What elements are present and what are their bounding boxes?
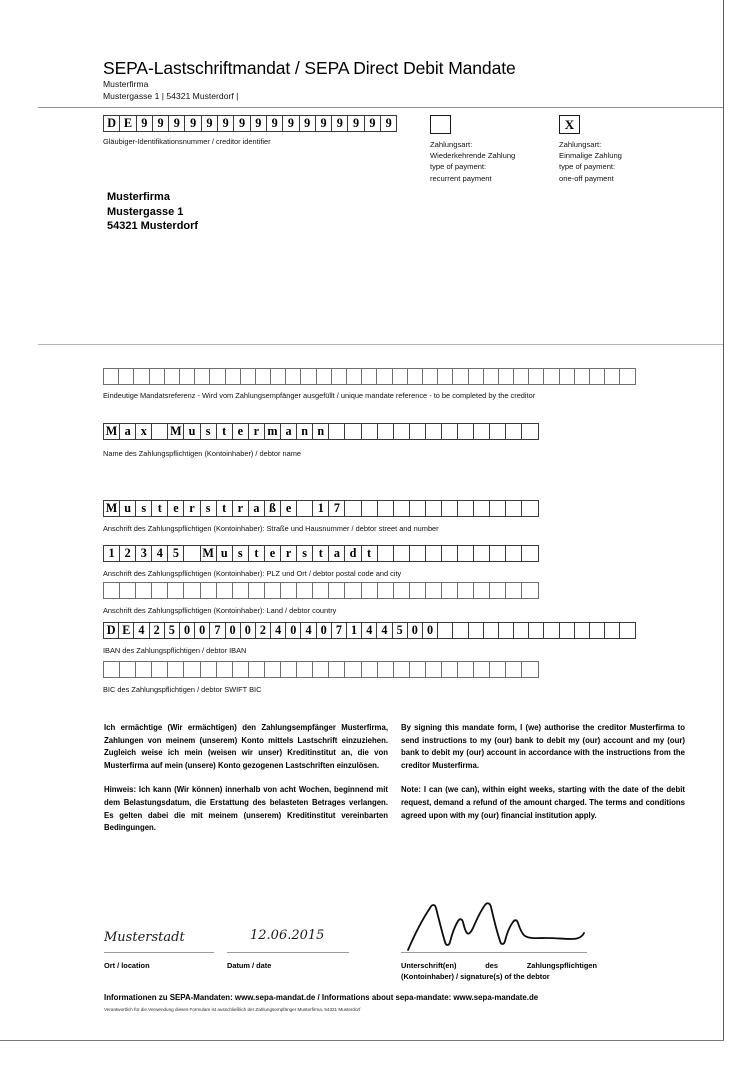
character-cell[interactable]: 9 bbox=[331, 115, 348, 132]
character-cell[interactable]: u bbox=[216, 545, 233, 562]
location-value: Musterstadt bbox=[104, 930, 185, 945]
character-cell[interactable] bbox=[457, 423, 474, 440]
character-cell[interactable]: a bbox=[119, 423, 136, 440]
character-cell[interactable]: 9 bbox=[299, 115, 316, 132]
footer-disclaimer: Verantwortlich für die Verwendung dieses Formulars ist ausschließlich der Zahlungsempfänger Musterfirma, 54321 Musterdorf bbox=[104, 1007, 361, 1012]
character-cell[interactable] bbox=[619, 368, 635, 385]
character-cell[interactable]: 9 bbox=[250, 115, 267, 132]
character-cell[interactable] bbox=[344, 582, 361, 599]
character-cell[interactable] bbox=[489, 582, 506, 599]
character-cell[interactable] bbox=[328, 582, 345, 599]
character-cell[interactable] bbox=[377, 500, 394, 517]
checkbox-recurrent-payment[interactable] bbox=[430, 115, 451, 134]
character-cell[interactable]: 0 bbox=[422, 622, 438, 639]
character-cell[interactable]: 4 bbox=[376, 622, 392, 639]
character-cell[interactable]: u bbox=[183, 423, 200, 440]
character-cell[interactable]: 9 bbox=[364, 115, 381, 132]
character-cell[interactable]: s bbox=[200, 500, 217, 517]
character-cell[interactable] bbox=[473, 500, 490, 517]
recurrent-label-de-2: Wiederkehrende Zahlung bbox=[430, 151, 516, 161]
character-cell[interactable] bbox=[457, 545, 474, 562]
page-border-right bbox=[723, 0, 724, 1040]
character-cell[interactable]: 7 bbox=[331, 622, 347, 639]
recurrent-label-en-2: recurrent payment bbox=[430, 173, 492, 183]
character-cell[interactable] bbox=[393, 500, 410, 517]
location-line bbox=[104, 952, 214, 953]
header-creditor-name: Musterfirma bbox=[103, 79, 149, 89]
character-cell[interactable] bbox=[393, 423, 410, 440]
character-cell[interactable] bbox=[441, 423, 458, 440]
character-cell[interactable] bbox=[216, 661, 233, 678]
character-cell[interactable] bbox=[437, 368, 453, 385]
character-cell[interactable]: 9 bbox=[347, 115, 364, 132]
character-cell[interactable] bbox=[119, 582, 136, 599]
character-cell[interactable] bbox=[331, 368, 347, 385]
character-cell[interactable] bbox=[589, 368, 605, 385]
character-cell[interactable] bbox=[505, 423, 522, 440]
debtor-name-field[interactable] bbox=[103, 423, 538, 440]
character-cell[interactable] bbox=[468, 622, 484, 639]
debtor-name-label: Name des Zahlungspflichtigen (Kontoinhaber) / debtor name bbox=[103, 449, 302, 458]
character-cell[interactable] bbox=[316, 368, 332, 385]
character-cell[interactable] bbox=[437, 622, 453, 639]
character-cell[interactable] bbox=[346, 368, 362, 385]
character-cell[interactable] bbox=[559, 368, 575, 385]
page-title: SEPA-Lastschriftmandat / SEPA Direct Debit Mandate bbox=[103, 58, 516, 78]
character-cell[interactable] bbox=[361, 368, 377, 385]
oneoff-label-en-2: one-off payment bbox=[559, 173, 614, 183]
character-cell[interactable] bbox=[164, 368, 180, 385]
character-cell[interactable]: 4 bbox=[270, 622, 286, 639]
character-cell[interactable] bbox=[376, 368, 392, 385]
payment-type-recurrent-labels bbox=[430, 139, 515, 184]
character-cell[interactable]: 0 bbox=[194, 622, 210, 639]
character-cell[interactable]: 9 bbox=[152, 115, 169, 132]
character-cell[interactable] bbox=[248, 582, 265, 599]
recurrent-label-en-1: type of payment: bbox=[430, 162, 487, 172]
character-cell[interactable] bbox=[574, 368, 590, 385]
character-cell[interactable]: u bbox=[119, 500, 136, 517]
character-cell[interactable]: 0 bbox=[407, 622, 423, 639]
character-cell[interactable] bbox=[200, 661, 217, 678]
character-cell[interactable] bbox=[183, 545, 200, 562]
character-cell[interactable] bbox=[135, 661, 152, 678]
character-cell[interactable] bbox=[312, 661, 329, 678]
character-cell[interactable]: s bbox=[232, 545, 249, 562]
oneoff-label-de-2: Einmalige Zahlung bbox=[559, 151, 622, 161]
character-cell[interactable] bbox=[468, 368, 484, 385]
character-cell[interactable] bbox=[473, 545, 490, 562]
character-cell[interactable] bbox=[513, 368, 529, 385]
character-cell[interactable]: E bbox=[118, 622, 134, 639]
character-cell[interactable] bbox=[521, 500, 538, 517]
character-cell[interactable] bbox=[344, 500, 361, 517]
character-cell[interactable] bbox=[528, 368, 544, 385]
character-cell[interactable] bbox=[441, 661, 458, 678]
character-cell[interactable] bbox=[521, 661, 538, 678]
character-cell[interactable] bbox=[183, 661, 200, 678]
character-cell[interactable]: s bbox=[296, 545, 313, 562]
location-label: Ort / location bbox=[104, 961, 150, 970]
character-cell[interactable]: t bbox=[248, 545, 265, 562]
character-cell[interactable] bbox=[513, 622, 529, 639]
character-cell[interactable]: 9 bbox=[201, 115, 218, 132]
character-cell[interactable]: a bbox=[248, 500, 265, 517]
character-cell[interactable]: M bbox=[200, 545, 217, 562]
character-cell[interactable]: D bbox=[103, 622, 119, 639]
legal-de-paragraph-2: Hinweis: Ich kann (Wir können) innerhalb von acht Wochen, beginnend mit dem Belastungsdatum, die Erstattung des belasteten Betrages verlangen. Es gelten dabei die mit meinem (unserem) Kreditinstitut vereinbarten Bedingungen. bbox=[104, 785, 388, 833]
character-cell[interactable] bbox=[280, 582, 297, 599]
character-cell[interactable] bbox=[280, 661, 297, 678]
character-cell[interactable]: 9 bbox=[380, 115, 397, 132]
header-creditor-address: Mustergasse 1 | 54321 Musterdorf | bbox=[103, 90, 239, 101]
character-cell[interactable] bbox=[377, 582, 394, 599]
character-cell[interactable]: 4 bbox=[133, 622, 149, 639]
character-cell[interactable] bbox=[240, 368, 256, 385]
legal-en-paragraph-1: By signing this mandate form, I (we) authorise the creditor Musterfirma to send instructions to my (our) bank to debit my (our) account and my (our) bank to debit my (our) account in accordance with the instructions from the creditor Musterfirma. bbox=[401, 723, 685, 770]
character-cell[interactable] bbox=[543, 368, 559, 385]
character-cell[interactable]: d bbox=[344, 545, 361, 562]
character-cell[interactable] bbox=[377, 545, 394, 562]
character-cell[interactable] bbox=[179, 368, 195, 385]
character-cell[interactable] bbox=[559, 622, 575, 639]
creditor-address-line1: Musterfirma bbox=[107, 191, 170, 203]
creditor-identifier-label: Gläubiger-Identifikationsnummer / creditor identifier bbox=[103, 137, 271, 146]
payment-type-recurrent[interactable] bbox=[430, 115, 515, 184]
character-cell[interactable]: ß bbox=[264, 500, 281, 517]
character-cell[interactable]: m bbox=[264, 423, 281, 440]
character-cell[interactable] bbox=[361, 500, 378, 517]
character-cell[interactable] bbox=[604, 622, 620, 639]
character-cell[interactable]: 4 bbox=[300, 622, 316, 639]
character-cell[interactable] bbox=[441, 582, 458, 599]
creditor-address-line3: 54321 Musterdorf bbox=[107, 220, 199, 233]
character-cell[interactable]: M bbox=[167, 423, 184, 440]
character-cell[interactable] bbox=[270, 368, 286, 385]
character-cell[interactable]: r bbox=[183, 500, 200, 517]
character-cell[interactable]: 5 bbox=[164, 622, 180, 639]
character-cell[interactable] bbox=[328, 423, 345, 440]
character-cell[interactable] bbox=[133, 368, 149, 385]
character-cell[interactable] bbox=[409, 582, 426, 599]
character-cell[interactable] bbox=[344, 661, 361, 678]
character-cell[interactable]: 0 bbox=[240, 622, 256, 639]
creditor-identifier-field[interactable] bbox=[103, 115, 396, 132]
character-cell[interactable]: 9 bbox=[217, 115, 234, 132]
character-cell[interactable]: 2 bbox=[255, 622, 271, 639]
character-cell[interactable] bbox=[489, 500, 506, 517]
debtor-city-label: Anschrift des Zahlungspflichtigen (Kontoinhaber): PLZ und Ort / debtor postal code and city bbox=[103, 569, 402, 578]
character-cell[interactable]: n bbox=[296, 423, 313, 440]
checkbox-oneoff-payment[interactable]: X bbox=[559, 115, 580, 134]
character-cell[interactable] bbox=[149, 368, 165, 385]
debtor-street-field[interactable] bbox=[103, 500, 538, 517]
character-cell[interactable] bbox=[296, 500, 313, 517]
character-cell[interactable] bbox=[425, 545, 442, 562]
debtor-iban-label: IBAN des Zahlungspflichtigen / debtor IBAN bbox=[103, 646, 247, 655]
character-cell[interactable] bbox=[604, 368, 620, 385]
character-cell[interactable] bbox=[521, 545, 538, 562]
character-cell[interactable] bbox=[407, 368, 423, 385]
character-cell[interactable] bbox=[167, 661, 184, 678]
recurrent-label-de-1: Zahlungsart: bbox=[430, 140, 473, 149]
character-cell[interactable] bbox=[589, 622, 605, 639]
character-cell[interactable]: M bbox=[103, 500, 120, 517]
character-cell[interactable] bbox=[296, 661, 313, 678]
character-cell[interactable] bbox=[151, 423, 168, 440]
character-cell[interactable] bbox=[521, 423, 538, 440]
character-cell[interactable] bbox=[232, 582, 249, 599]
character-cell[interactable]: e bbox=[264, 545, 281, 562]
character-cell[interactable] bbox=[377, 661, 394, 678]
mandate-reference-label: Eindeutige Mandatsreferenz - Wird vom Zahlungsempfänger ausgefüllt / unique mandate reference - to be completed by the creditor bbox=[103, 391, 536, 400]
character-cell[interactable] bbox=[505, 661, 522, 678]
footer-info-links[interactable]: Informationen zu SEPA-Mandaten: www.sepa-mandat.de / Informations about sepa-mandate: www.sepa-mandate.de bbox=[104, 993, 539, 1002]
section-divider bbox=[38, 344, 723, 345]
debtor-bic-label: BIC des Zahlungspflichtigen / debtor SWIFT BIC bbox=[103, 685, 262, 694]
character-cell[interactable]: 7 bbox=[328, 500, 345, 517]
character-cell[interactable]: 9 bbox=[266, 115, 283, 132]
character-cell[interactable]: M bbox=[103, 423, 120, 440]
legal-de-paragraph-1: Ich ermächtige (Wir ermächtigen) den Zahlungsempfänger Musterfirma, Zahlungen von meinem (unserem) Konto mittels Lastschrift einzuziehen. Zugleich weise ich mein (weisen wir unser) Kreditinstitut an, die von Musterfirma auf mein (unsere) Konto gezogenen Lastschriften einzulösen. bbox=[104, 723, 388, 770]
character-cell[interactable] bbox=[264, 661, 281, 678]
character-cell[interactable] bbox=[264, 582, 281, 599]
character-cell[interactable] bbox=[483, 622, 499, 639]
character-cell[interactable] bbox=[483, 368, 499, 385]
character-cell[interactable] bbox=[521, 582, 538, 599]
character-cell[interactable] bbox=[255, 368, 271, 385]
character-cell[interactable] bbox=[361, 661, 378, 678]
character-cell[interactable] bbox=[151, 582, 168, 599]
oneoff-label-en-1: type of payment: bbox=[559, 162, 616, 172]
character-cell[interactable] bbox=[409, 661, 426, 678]
character-cell[interactable]: t bbox=[312, 545, 329, 562]
character-cell[interactable] bbox=[425, 423, 442, 440]
character-cell[interactable]: 3 bbox=[135, 545, 152, 562]
character-cell[interactable] bbox=[183, 582, 200, 599]
character-cell[interactable] bbox=[457, 661, 474, 678]
character-cell[interactable]: r bbox=[232, 500, 249, 517]
header-divider bbox=[38, 107, 723, 108]
character-cell[interactable] bbox=[151, 661, 168, 678]
character-cell[interactable]: t bbox=[216, 423, 233, 440]
character-cell[interactable]: a bbox=[280, 423, 297, 440]
character-cell[interactable] bbox=[441, 545, 458, 562]
character-cell[interactable]: 5 bbox=[167, 545, 184, 562]
character-cell[interactable] bbox=[505, 545, 522, 562]
character-cell[interactable] bbox=[103, 368, 119, 385]
character-cell[interactable] bbox=[232, 661, 249, 678]
character-cell[interactable] bbox=[498, 622, 514, 639]
character-cell[interactable]: a bbox=[328, 545, 345, 562]
character-cell[interactable] bbox=[505, 582, 522, 599]
character-cell[interactable] bbox=[543, 622, 559, 639]
character-cell[interactable] bbox=[361, 582, 378, 599]
character-cell[interactable]: s bbox=[135, 500, 152, 517]
character-cell[interactable]: 9 bbox=[136, 115, 153, 132]
character-cell[interactable]: 9 bbox=[168, 115, 185, 132]
legal-en-paragraph-2: Note: I can (we can), within eight weeks, starting with the date of the debit request, demand a refund of the amount charged. The terms and conditions agreed upon with my (our) financial institution apply. bbox=[401, 785, 685, 820]
character-cell[interactable]: 0 bbox=[225, 622, 241, 639]
character-cell[interactable] bbox=[103, 661, 120, 678]
character-cell[interactable]: r bbox=[280, 545, 297, 562]
payment-type-oneoff-labels bbox=[559, 139, 622, 184]
debtor-country-label: Anschrift des Zahlungspflichtigen (Kontoinhaber): Land / debtor country bbox=[103, 606, 337, 615]
character-cell[interactable] bbox=[300, 368, 316, 385]
character-cell[interactable]: 4 bbox=[361, 622, 377, 639]
signature-line bbox=[401, 952, 587, 953]
character-cell[interactable]: 1 bbox=[346, 622, 362, 639]
character-cell[interactable] bbox=[498, 368, 514, 385]
character-cell[interactable] bbox=[296, 582, 313, 599]
character-cell[interactable]: t bbox=[216, 500, 233, 517]
character-cell[interactable] bbox=[312, 582, 329, 599]
payment-type-oneoff[interactable] bbox=[559, 115, 622, 184]
character-cell[interactable]: e bbox=[280, 500, 297, 517]
character-cell[interactable]: r bbox=[248, 423, 265, 440]
document-header bbox=[103, 57, 703, 102]
character-cell[interactable] bbox=[425, 661, 442, 678]
character-cell[interactable] bbox=[248, 661, 265, 678]
character-cell[interactable] bbox=[225, 368, 241, 385]
character-cell[interactable]: 4 bbox=[151, 545, 168, 562]
creditor-address-line2: Mustergasse 1 bbox=[107, 205, 184, 218]
character-cell[interactable] bbox=[216, 582, 233, 599]
character-cell[interactable] bbox=[489, 423, 506, 440]
date-line bbox=[227, 952, 349, 953]
character-cell[interactable] bbox=[200, 582, 217, 599]
character-cell[interactable] bbox=[409, 423, 426, 440]
character-cell[interactable]: n bbox=[312, 423, 329, 440]
character-cell[interactable] bbox=[285, 368, 301, 385]
character-cell[interactable] bbox=[489, 545, 506, 562]
character-cell[interactable]: e bbox=[167, 500, 184, 517]
signature-label: Unterschrift(en) des Zahlungspflichtigen (Kontoinhaber) / signature(s) of the debtor bbox=[401, 961, 597, 981]
character-cell[interactable] bbox=[528, 622, 544, 639]
character-cell[interactable]: 1 bbox=[103, 545, 120, 562]
legal-text-english bbox=[401, 722, 685, 822]
character-cell[interactable] bbox=[473, 423, 490, 440]
date-value: 12.06.2015 bbox=[250, 928, 325, 943]
character-cell[interactable] bbox=[377, 423, 394, 440]
character-cell[interactable]: e bbox=[232, 423, 249, 440]
character-cell[interactable] bbox=[452, 368, 468, 385]
debtor-country-field[interactable] bbox=[103, 582, 538, 599]
legal-text-german bbox=[104, 722, 388, 835]
character-cell[interactable]: D bbox=[103, 115, 120, 132]
character-cell[interactable]: E bbox=[119, 115, 136, 132]
character-cell[interactable]: 9 bbox=[282, 115, 299, 132]
mandate-reference-field[interactable] bbox=[103, 368, 635, 385]
character-cell[interactable]: s bbox=[200, 423, 217, 440]
character-cell[interactable]: x bbox=[135, 423, 152, 440]
character-cell[interactable] bbox=[489, 661, 506, 678]
character-cell[interactable] bbox=[409, 545, 426, 562]
page-border-bottom bbox=[0, 1040, 724, 1041]
character-cell[interactable] bbox=[119, 661, 136, 678]
character-cell[interactable]: 9 bbox=[315, 115, 332, 132]
character-cell[interactable] bbox=[473, 582, 490, 599]
character-cell[interactable] bbox=[425, 500, 442, 517]
character-cell[interactable] bbox=[135, 582, 152, 599]
character-cell[interactable] bbox=[392, 368, 408, 385]
character-cell[interactable] bbox=[209, 368, 225, 385]
character-cell[interactable] bbox=[619, 622, 635, 639]
signature-mark bbox=[404, 898, 604, 953]
character-cell[interactable] bbox=[457, 500, 474, 517]
character-cell[interactable] bbox=[194, 368, 210, 385]
character-cell[interactable] bbox=[452, 622, 468, 639]
character-cell[interactable] bbox=[361, 423, 378, 440]
character-cell[interactable] bbox=[344, 423, 361, 440]
character-cell[interactable] bbox=[441, 500, 458, 517]
character-cell[interactable]: t bbox=[151, 500, 168, 517]
character-cell[interactable]: 7 bbox=[209, 622, 225, 639]
character-cell[interactable]: 9 bbox=[184, 115, 201, 132]
character-cell[interactable]: 1 bbox=[312, 500, 329, 517]
character-cell[interactable]: 5 bbox=[392, 622, 408, 639]
date-label: Datum / date bbox=[227, 961, 272, 970]
character-cell[interactable] bbox=[103, 582, 120, 599]
character-cell[interactable]: 0 bbox=[316, 622, 332, 639]
character-cell[interactable] bbox=[457, 582, 474, 599]
character-cell[interactable] bbox=[422, 368, 438, 385]
character-cell[interactable]: 2 bbox=[149, 622, 165, 639]
character-cell[interactable]: t bbox=[361, 545, 378, 562]
debtor-bic-field[interactable] bbox=[103, 661, 538, 678]
character-cell[interactable] bbox=[473, 661, 490, 678]
debtor-iban-field[interactable] bbox=[103, 622, 635, 639]
character-cell[interactable]: 0 bbox=[179, 622, 195, 639]
character-cell[interactable] bbox=[393, 661, 410, 678]
character-cell[interactable] bbox=[328, 661, 345, 678]
debtor-street-label: Anschrift des Zahlungspflichtigen (Kontoinhaber): Straße und Hausnummer / debtor street and number bbox=[103, 524, 439, 533]
character-cell[interactable] bbox=[393, 582, 410, 599]
character-cell[interactable]: 2 bbox=[119, 545, 136, 562]
character-cell[interactable] bbox=[167, 582, 184, 599]
character-cell[interactable] bbox=[118, 368, 134, 385]
creditor-address-block bbox=[107, 190, 198, 234]
debtor-city-field[interactable] bbox=[103, 545, 538, 562]
character-cell[interactable] bbox=[409, 500, 426, 517]
character-cell[interactable] bbox=[505, 500, 522, 517]
character-cell[interactable] bbox=[425, 582, 442, 599]
oneoff-label-de-1: Zahlungsart: bbox=[559, 140, 602, 149]
character-cell[interactable]: 9 bbox=[233, 115, 250, 132]
character-cell[interactable] bbox=[574, 622, 590, 639]
character-cell[interactable] bbox=[393, 545, 410, 562]
character-cell[interactable]: 0 bbox=[285, 622, 301, 639]
